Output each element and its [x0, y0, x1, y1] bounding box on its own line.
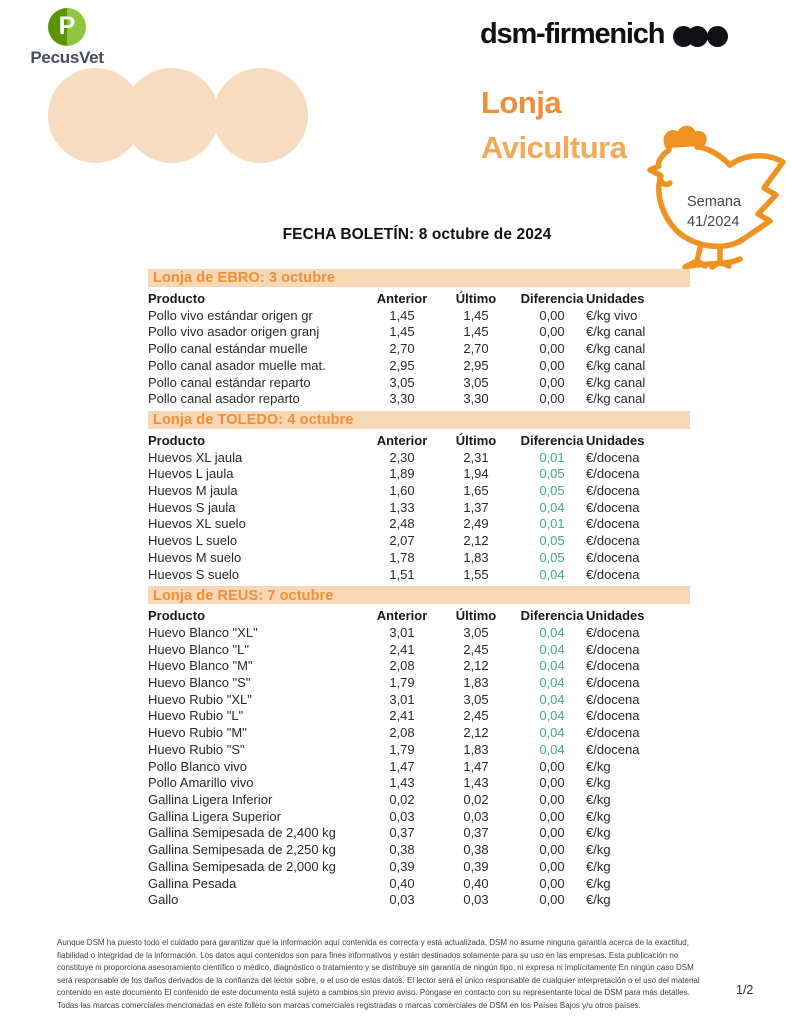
document-title-line2: Avicultura	[481, 130, 627, 165]
table-row	[148, 842, 690, 859]
cell-diferencia: 0,00	[539, 892, 565, 908]
table-row	[148, 725, 690, 742]
cell-diferencia: 0,00	[539, 791, 565, 807]
cell-anterior: 2,95	[389, 357, 415, 373]
column-header-anterior: Anterior	[376, 608, 428, 624]
cell-diferencia: 0,00	[539, 307, 565, 323]
table-row	[148, 742, 690, 759]
cell-diferencia: 0,00	[539, 842, 565, 858]
cell-anterior: 1,79	[389, 741, 415, 757]
lonja-section	[148, 269, 690, 408]
cell-anterior: 1,33	[389, 499, 415, 515]
price-table	[148, 608, 690, 909]
cell-unidades: €/kg canal	[586, 357, 646, 373]
cell-anterior: 2,41	[389, 641, 415, 657]
cell-unidades: €/docena	[586, 641, 640, 657]
cell-ultimo: 0,39	[463, 858, 489, 874]
dsm-three-dots-icon	[673, 26, 728, 47]
dsm-firmenich-logo-text: dsm-firmenich	[480, 18, 665, 50]
column-header-diferencia: Diferencia	[520, 608, 584, 624]
cell-unidades: €/docena	[586, 499, 640, 515]
column-header-ultimo: Último	[455, 608, 497, 624]
cell-ultimo: 0,40	[463, 875, 489, 891]
cell-ultimo: 2,12	[463, 725, 489, 741]
cell-unidades: €/docena	[586, 483, 640, 499]
cell-producto: Pollo canal asador reparto	[148, 391, 300, 407]
cell-diferencia: 0,04	[539, 658, 565, 674]
cell-anterior: 1,45	[389, 324, 415, 340]
cell-diferencia: 0,04	[539, 641, 565, 657]
cell-unidades: €/kg canal	[586, 341, 646, 357]
cell-diferencia: 0,04	[539, 675, 565, 691]
column-header-unidades: Unidades	[586, 608, 645, 624]
cell-ultimo: 3,05	[463, 624, 489, 640]
cell-producto: Pollo vivo estándar origen gr	[148, 307, 313, 323]
sections	[148, 269, 690, 912]
cell-ultimo: 3,05	[463, 691, 489, 707]
price-table	[148, 433, 690, 583]
cell-unidades: €/kg	[586, 775, 611, 791]
section-title: Lonja de EBRO: 3 octubre	[153, 270, 336, 287]
table-row	[148, 876, 690, 893]
cell-anterior: 2,70	[389, 341, 415, 357]
cell-producto: Huevos L suelo	[148, 533, 238, 549]
disclaimer-text: Aunque DSM ha puesto todo el cuidado para garantizar que la información aquí contenida es correcta y está actualizada, DSM no asume ninguna garantía acerca de la exactitud, fiabilidad o integridad de la información. Los datos aquí contenidos son para fines informativos y están destinados solamente para su uso en las empresas. Esta publicación no constituye ni proporciona asesoramiento científico o médico, diagnóstico o tratamiento y se distribuye sin garantía de ningún tipo, ni expresa ni implícitamente En ningún caso DSM será responsable de los daños derivados de la confianza del lector sobre, o el uso de estos datos. El lector será el único responsable de cualquier interpretación o el uso del material contenido en este documento El contenido de este documento está sujeto a cambios sin previo aviso. Póngase en contacto con su representante local de DSM para más detalles. Todas las marcas comerciales mencionadas en este folleto son marcas comerciales registradas o marcas comerciales de DSM en los Países Bajos y/u otros países.	[57, 938, 700, 1010]
cell-unidades: €/kg	[586, 808, 611, 824]
cell-diferencia: 0,00	[539, 324, 565, 340]
cell-producto: Huevo Blanco "S"	[148, 675, 251, 691]
cell-diferencia: 0,01	[539, 516, 565, 532]
cell-ultimo: 2,49	[463, 516, 489, 532]
cell-unidades: €/docena	[586, 658, 640, 674]
cell-unidades: €/docena	[586, 691, 640, 707]
cell-diferencia: 0,00	[539, 391, 565, 407]
pecusvet-logo-letter: P	[58, 11, 76, 40]
table-row	[148, 692, 690, 709]
table-row	[148, 809, 690, 826]
cell-ultimo: 2,12	[463, 658, 489, 674]
table-row	[148, 708, 690, 725]
cell-producto: Gallo	[148, 892, 179, 908]
cell-anterior: 1,78	[389, 549, 415, 565]
table-header-row	[148, 433, 690, 450]
cell-ultimo: 1,83	[463, 549, 489, 565]
cell-producto: Pollo Blanco vivo	[148, 758, 247, 774]
cell-unidades: €/docena	[586, 549, 640, 565]
table-row	[148, 450, 690, 467]
dsm-firmenich-logo	[480, 18, 728, 51]
cell-anterior: 2,07	[389, 533, 415, 549]
cell-unidades: €/docena	[586, 449, 640, 465]
cell-producto: Pollo canal asador muelle mat.	[148, 357, 326, 373]
page-number: 1/2	[736, 983, 754, 997]
cell-unidades: €/docena	[586, 566, 640, 582]
cell-diferencia: 0,04	[539, 725, 565, 741]
cell-ultimo: 2,45	[463, 641, 489, 657]
lonja-section	[148, 411, 690, 583]
table-row	[148, 466, 690, 483]
cell-producto: Huevo Blanco "XL"	[148, 624, 258, 640]
cell-diferencia: 0,04	[539, 566, 565, 582]
cell-diferencia: 0,00	[539, 341, 565, 357]
cell-anterior: 1,43	[389, 775, 415, 791]
cell-anterior: 3,01	[389, 691, 415, 707]
table-row	[148, 642, 690, 659]
cell-unidades: €/kg	[586, 858, 611, 874]
column-header-unidades: Unidades	[586, 432, 645, 448]
table-row	[148, 658, 690, 675]
cell-diferencia: 0,00	[539, 808, 565, 824]
cell-ultimo: 1,45	[463, 307, 489, 323]
section-title: Lonja de REUS: 7 octubre	[153, 587, 334, 604]
cell-diferencia: 0,00	[539, 357, 565, 373]
cell-anterior: 3,05	[389, 374, 415, 390]
column-header-producto: Producto	[148, 432, 206, 448]
cell-diferencia: 0,00	[539, 825, 565, 841]
table-row	[148, 567, 690, 584]
pecusvet-logo	[22, 8, 112, 68]
table-row	[148, 859, 690, 876]
cell-anterior: 0,03	[389, 808, 415, 824]
table-row	[148, 375, 690, 392]
cell-anterior: 1,79	[389, 675, 415, 691]
bulletin-date: FECHA BOLETÍN: 8 octubre de 2024	[282, 226, 552, 243]
cell-anterior: 1,45	[389, 307, 415, 323]
table-header-row	[148, 291, 690, 308]
cell-ultimo: 0,38	[463, 842, 489, 858]
cell-producto: Huevos L jaula	[148, 466, 234, 482]
cell-diferencia: 0,01	[539, 449, 565, 465]
week-value: 41/2024	[687, 214, 740, 230]
cell-anterior: 2,30	[389, 449, 415, 465]
cell-diferencia: 0,05	[539, 549, 565, 565]
cell-producto: Huevo Blanco "L"	[148, 641, 250, 657]
cell-producto: Pollo canal estándar muelle	[148, 341, 308, 357]
column-header-anterior: Anterior	[376, 291, 428, 306]
cell-ultimo: 2,95	[463, 357, 489, 373]
cell-diferencia: 0,04	[539, 624, 565, 640]
column-header-ultimo: Último	[455, 291, 497, 306]
cell-producto: Huevo Rubio "L"	[148, 708, 244, 724]
cell-producto: Gallina Ligera Inferior	[148, 791, 273, 807]
cell-producto: Gallina Semipesada de 2,000 kg	[148, 858, 336, 874]
cell-producto: Gallina Semipesada de 2,400 kg	[148, 825, 336, 841]
cell-diferencia: 0,04	[539, 499, 565, 515]
cell-anterior: 1,51	[389, 566, 415, 582]
cell-producto: Gallina Pesada	[148, 875, 237, 891]
table-row	[148, 341, 690, 358]
cell-unidades: €/kg	[586, 758, 611, 774]
price-table	[148, 291, 690, 408]
cell-ultimo: 2,70	[463, 341, 489, 357]
pecusvet-logo-text: PecusVet	[30, 48, 104, 67]
cell-unidades: €/kg	[586, 892, 611, 908]
cell-ultimo: 2,12	[463, 533, 489, 549]
cell-ultimo: 0,37	[463, 825, 489, 841]
table-row	[148, 516, 690, 533]
cell-producto: Huevo Rubio "M"	[148, 725, 247, 741]
cell-unidades: €/docena	[586, 741, 640, 757]
cell-ultimo: 0,03	[463, 892, 489, 908]
cell-producto: Huevo Blanco "M"	[148, 658, 253, 674]
cell-diferencia: 0,04	[539, 691, 565, 707]
table-row	[148, 533, 690, 550]
column-header-diferencia: Diferencia	[520, 291, 584, 306]
cell-unidades: €/docena	[586, 708, 640, 724]
table-row	[148, 825, 690, 842]
lonja-section	[148, 586, 690, 909]
cell-ultimo: 1,47	[463, 758, 489, 774]
table-row	[148, 675, 690, 692]
cell-ultimo: 3,30	[463, 391, 489, 407]
table-row	[148, 358, 690, 375]
cell-ultimo: 3,05	[463, 374, 489, 390]
cell-anterior: 1,47	[389, 758, 415, 774]
pecusvet-logo-icon	[48, 8, 86, 46]
cell-unidades: €/kg	[586, 842, 611, 858]
cell-producto: Huevos XL jaula	[148, 449, 243, 465]
cell-unidades: €/docena	[586, 466, 640, 482]
cell-anterior: 3,01	[389, 624, 415, 640]
cell-anterior: 0,03	[389, 892, 415, 908]
cell-unidades: €/kg canal	[586, 374, 646, 390]
cell-ultimo: 1,83	[463, 675, 489, 691]
cell-ultimo: 1,94	[463, 466, 489, 482]
cell-unidades: €/kg canal	[586, 391, 646, 407]
cell-unidades: €/kg vivo	[586, 307, 638, 323]
table-row	[148, 550, 690, 567]
cell-anterior: 1,60	[389, 483, 415, 499]
cell-ultimo: 0,03	[463, 808, 489, 824]
cell-anterior: 2,08	[389, 658, 415, 674]
column-header-producto: Producto	[148, 608, 206, 624]
cell-diferencia: 0,05	[539, 466, 565, 482]
cell-producto: Huevos XL suelo	[148, 516, 246, 532]
cell-diferencia: 0,00	[539, 858, 565, 874]
cell-anterior: 0,37	[389, 825, 415, 841]
table-row	[148, 308, 690, 325]
cell-anterior: 2,08	[389, 725, 415, 741]
cell-unidades: €/docena	[586, 624, 640, 640]
cell-anterior: 0,38	[389, 842, 415, 858]
table-row	[148, 775, 690, 792]
cell-ultimo: 1,65	[463, 483, 489, 499]
cell-producto: Huevos M suelo	[148, 549, 242, 565]
cell-ultimo: 0,02	[463, 791, 489, 807]
chicken-illustration	[645, 120, 791, 270]
section-title-bar	[148, 411, 690, 429]
table-row	[148, 391, 690, 408]
cell-anterior: 1,89	[389, 466, 415, 482]
table-row	[148, 324, 690, 341]
week-label: Semana	[687, 194, 742, 210]
column-header-ultimo: Último	[455, 432, 497, 448]
cell-producto: Huevos S jaula	[148, 499, 236, 515]
document-title-line1: Lonja	[481, 85, 562, 120]
cell-producto: Pollo vivo asador origen granj	[148, 324, 320, 340]
cell-producto: Gallina Ligera Superior	[148, 808, 281, 824]
column-header-unidades: Unidades	[586, 291, 645, 306]
section-title: Lonja de TOLEDO: 4 octubre	[153, 412, 354, 429]
cell-anterior: 0,40	[389, 875, 415, 891]
cell-diferencia: 0,04	[539, 741, 565, 757]
cell-unidades: €/kg	[586, 791, 611, 807]
cell-ultimo: 1,37	[463, 499, 489, 515]
cell-unidades: €/docena	[586, 725, 640, 741]
cell-ultimo: 2,45	[463, 708, 489, 724]
cell-diferencia: 0,05	[539, 533, 565, 549]
cell-diferencia: 0,00	[539, 875, 565, 891]
table-row	[148, 625, 690, 642]
table-row	[148, 500, 690, 517]
table-row	[148, 483, 690, 500]
table-row	[148, 792, 690, 809]
cell-ultimo: 1,43	[463, 775, 489, 791]
cell-anterior: 0,02	[389, 791, 415, 807]
cell-producto: Pollo Amarillo vivo	[148, 775, 254, 791]
section-title-bar	[148, 269, 690, 287]
document-title	[481, 80, 626, 170]
section-title-bar	[148, 586, 690, 604]
table-row	[148, 892, 690, 909]
cell-anterior: 2,48	[389, 516, 415, 532]
cell-unidades: €/docena	[586, 516, 640, 532]
column-header-anterior: Anterior	[376, 432, 428, 448]
cell-ultimo: 2,31	[463, 449, 489, 465]
cell-anterior: 0,39	[389, 858, 415, 874]
cell-diferencia: 0,00	[539, 374, 565, 390]
table-header-row	[148, 608, 690, 625]
cell-diferencia: 0,04	[539, 708, 565, 724]
cell-producto: Huevos S suelo	[148, 566, 240, 582]
cell-unidades: €/docena	[586, 533, 640, 549]
column-header-diferencia: Diferencia	[520, 432, 584, 448]
cell-diferencia: 0,05	[539, 483, 565, 499]
cell-producto: Huevos M jaula	[148, 483, 238, 499]
cell-producto: Pollo canal estándar reparto	[148, 374, 311, 390]
cell-anterior: 3,30	[389, 391, 415, 407]
cell-ultimo: 1,55	[463, 566, 489, 582]
cell-producto: Huevo Rubio "S"	[148, 741, 245, 757]
table-row	[148, 759, 690, 776]
cell-producto: Huevo Rubio "XL"	[148, 691, 252, 707]
cell-unidades: €/kg	[586, 875, 611, 891]
cell-diferencia: 0,00	[539, 775, 565, 791]
cell-unidades: €/docena	[586, 675, 640, 691]
cell-ultimo: 1,83	[463, 741, 489, 757]
cell-diferencia: 0,00	[539, 758, 565, 774]
cell-producto: Gallina Semipesada de 2,250 kg	[148, 842, 336, 858]
cell-ultimo: 1,45	[463, 324, 489, 340]
cell-unidades: €/kg canal	[586, 324, 646, 340]
column-header-producto: Producto	[148, 291, 206, 306]
cell-unidades: €/kg	[586, 825, 611, 841]
cell-anterior: 2,41	[389, 708, 415, 724]
